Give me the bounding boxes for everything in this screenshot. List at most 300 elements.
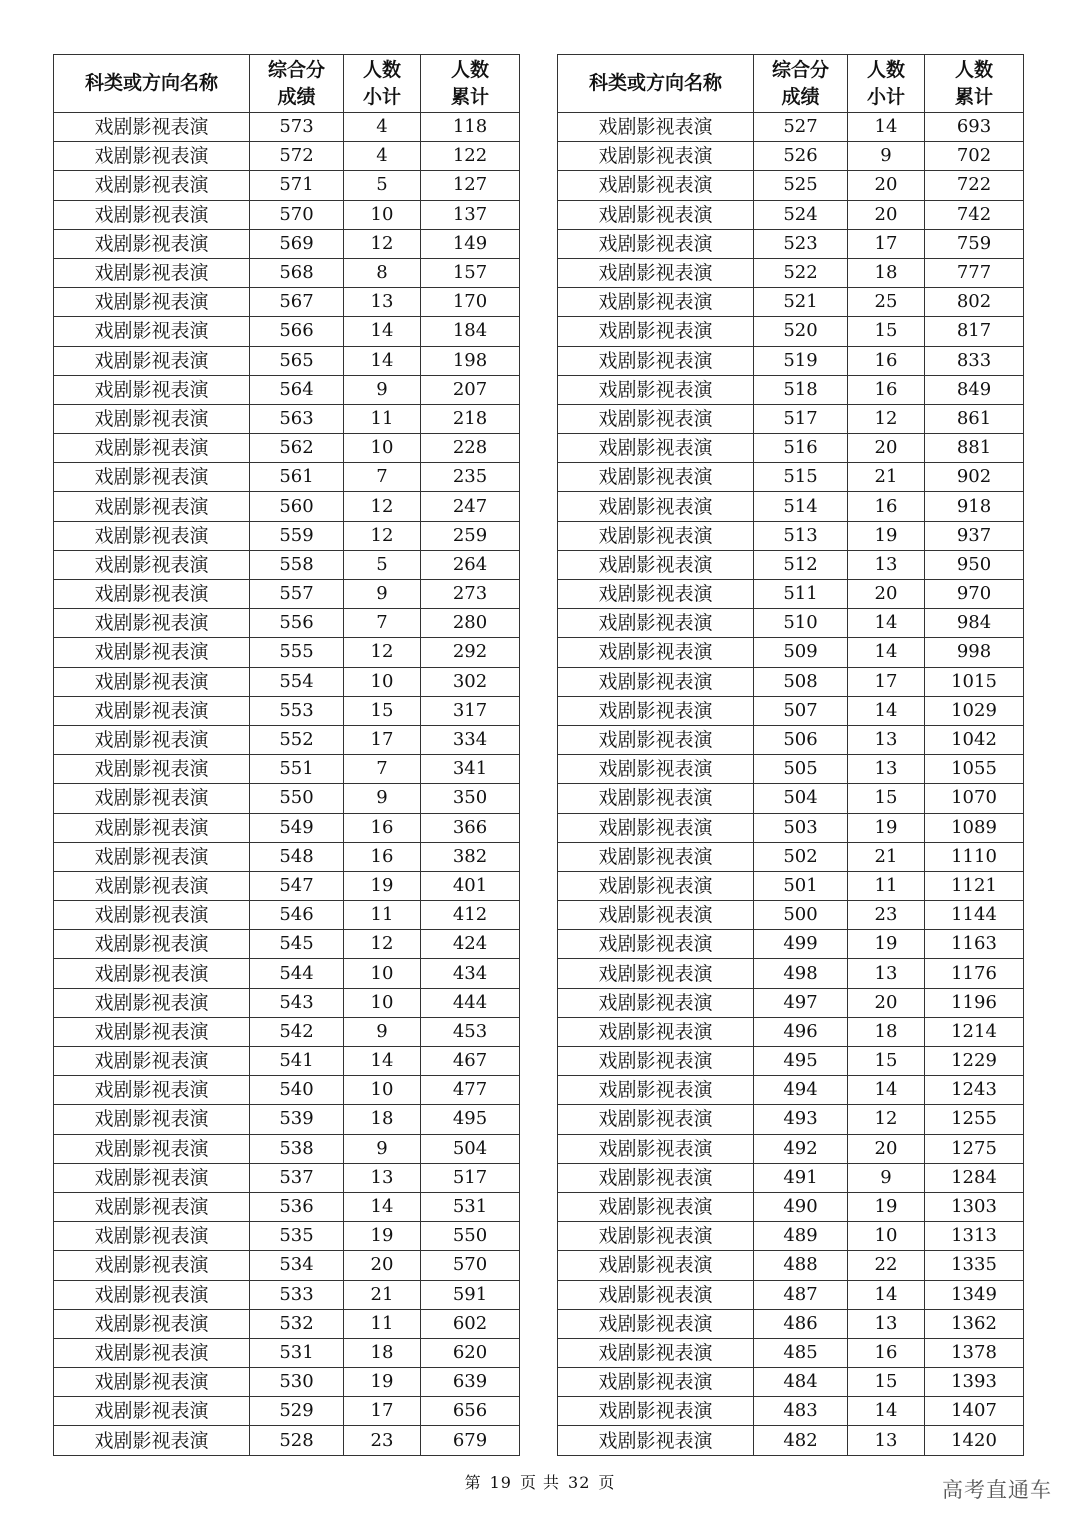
cell-count: 20 (848, 1134, 925, 1163)
table-row (54, 142, 520, 171)
cell-score: 505 (754, 755, 848, 784)
cell-score: 556 (250, 609, 344, 638)
table-row (558, 755, 1024, 784)
cell-score: 510 (754, 609, 848, 638)
cell-name: 戏剧影视表演 (558, 1105, 754, 1134)
table-row (558, 404, 1024, 433)
cell-name: 戏剧影视表演 (558, 1426, 754, 1455)
cell-count: 23 (344, 1426, 421, 1455)
table-row (558, 1251, 1024, 1280)
cell-name: 戏剧影视表演 (558, 871, 754, 900)
cell-score: 506 (754, 725, 848, 754)
cell-count: 19 (848, 813, 925, 842)
cell-name: 戏剧影视表演 (558, 492, 754, 521)
cell-score: 541 (250, 1047, 344, 1076)
cell-cumulative: 1029 (925, 696, 1024, 725)
cell-name: 戏剧影视表演 (558, 755, 754, 784)
table-row (54, 346, 520, 375)
cell-cumulative: 122 (421, 142, 520, 171)
table-row (54, 1105, 520, 1134)
table-row (54, 1192, 520, 1221)
cell-name: 戏剧影视表演 (54, 375, 250, 404)
cell-count: 20 (344, 1251, 421, 1280)
cell-score: 535 (250, 1222, 344, 1251)
cell-count: 10 (344, 959, 421, 988)
cell-name: 戏剧影视表演 (558, 1368, 754, 1397)
cell-score: 516 (754, 434, 848, 463)
cell-count: 9 (344, 784, 421, 813)
cell-count: 13 (344, 288, 421, 317)
header-count: 人数 小计 (344, 55, 421, 113)
cell-score: 515 (754, 463, 848, 492)
cell-count: 13 (848, 959, 925, 988)
cell-score: 553 (250, 696, 344, 725)
table-row (54, 1280, 520, 1309)
cell-count: 13 (848, 550, 925, 579)
cell-name: 戏剧影视表演 (54, 696, 250, 725)
cell-name: 戏剧影视表演 (54, 1047, 250, 1076)
cell-cumulative: 341 (421, 755, 520, 784)
cell-name: 戏剧影视表演 (54, 725, 250, 754)
table-row (54, 404, 520, 433)
cell-score: 483 (754, 1397, 848, 1426)
cell-score: 482 (754, 1426, 848, 1455)
cell-score: 549 (250, 813, 344, 842)
cell-cumulative: 218 (421, 404, 520, 433)
cell-count: 16 (848, 346, 925, 375)
cell-cumulative: 742 (925, 200, 1024, 229)
cell-count: 14 (848, 638, 925, 667)
cell-count: 19 (344, 1368, 421, 1397)
cell-cumulative: 950 (925, 550, 1024, 579)
cell-name: 戏剧影视表演 (54, 258, 250, 287)
table-row (54, 1076, 520, 1105)
cell-count: 10 (344, 200, 421, 229)
cell-cumulative: 157 (421, 258, 520, 287)
cell-cumulative: 137 (421, 200, 520, 229)
cell-cumulative: 970 (925, 580, 1024, 609)
cell-count: 23 (848, 901, 925, 930)
cell-score: 565 (250, 346, 344, 375)
table-row (558, 1134, 1024, 1163)
cell-name: 戏剧影视表演 (558, 1397, 754, 1426)
cell-count: 10 (344, 1076, 421, 1105)
cell-name: 戏剧影视表演 (558, 171, 754, 200)
cell-score: 492 (754, 1134, 848, 1163)
cell-name: 戏剧影视表演 (54, 1397, 250, 1426)
header-name: 科类或方向名称 (54, 55, 250, 113)
cell-cumulative: 317 (421, 696, 520, 725)
cell-score: 514 (754, 492, 848, 521)
table-row (558, 842, 1024, 871)
cell-cumulative: 247 (421, 492, 520, 521)
cell-score: 526 (754, 142, 848, 171)
page-current: 19 (489, 1473, 512, 1492)
cell-name: 戏剧影视表演 (558, 580, 754, 609)
table-row (558, 1338, 1024, 1367)
cell-cumulative: 382 (421, 842, 520, 871)
cell-name: 戏剧影视表演 (54, 901, 250, 930)
cell-score: 494 (754, 1076, 848, 1105)
cell-cumulative: 302 (421, 667, 520, 696)
cell-name: 戏剧影视表演 (558, 550, 754, 579)
cell-count: 13 (848, 1309, 925, 1338)
cell-count: 9 (848, 142, 925, 171)
cell-cumulative: 1313 (925, 1222, 1024, 1251)
cell-name: 戏剧影视表演 (558, 988, 754, 1017)
table-row (558, 288, 1024, 317)
table-row (558, 171, 1024, 200)
cell-cumulative: 334 (421, 725, 520, 754)
cell-cumulative: 127 (421, 171, 520, 200)
cell-score: 489 (754, 1222, 848, 1251)
cell-count: 18 (344, 1338, 421, 1367)
table-row (558, 550, 1024, 579)
cell-score: 486 (754, 1309, 848, 1338)
cell-name: 戏剧影视表演 (558, 1076, 754, 1105)
score-table-left (53, 54, 520, 1456)
table-row (54, 550, 520, 579)
cell-cumulative: 198 (421, 346, 520, 375)
cell-cumulative: 170 (421, 288, 520, 317)
cell-cumulative: 184 (421, 317, 520, 346)
cell-name: 戏剧影视表演 (54, 200, 250, 229)
cell-name: 戏剧影视表演 (558, 1338, 754, 1367)
cell-cumulative: 228 (421, 434, 520, 463)
cell-count: 14 (848, 113, 925, 142)
cell-name: 戏剧影视表演 (54, 871, 250, 900)
cell-name: 戏剧影视表演 (558, 404, 754, 433)
cell-name: 戏剧影视表演 (54, 550, 250, 579)
cell-count: 4 (344, 113, 421, 142)
cell-cumulative: 591 (421, 1280, 520, 1309)
cell-score: 552 (250, 725, 344, 754)
cell-cumulative: 1070 (925, 784, 1024, 813)
cell-name: 戏剧影视表演 (558, 1192, 754, 1221)
cell-cumulative: 424 (421, 930, 520, 959)
cell-score: 563 (250, 404, 344, 433)
cell-score: 561 (250, 463, 344, 492)
cell-count: 9 (344, 375, 421, 404)
cell-count: 12 (848, 404, 925, 433)
cell-count: 14 (344, 1047, 421, 1076)
cell-name: 戏剧影视表演 (558, 638, 754, 667)
cell-cumulative: 777 (925, 258, 1024, 287)
cell-count: 14 (848, 1280, 925, 1309)
cell-score: 562 (250, 434, 344, 463)
cell-cumulative: 1349 (925, 1280, 1024, 1309)
cell-name: 戏剧影视表演 (558, 1280, 754, 1309)
cell-score: 484 (754, 1368, 848, 1397)
cell-cumulative: 881 (925, 434, 1024, 463)
table-row (54, 784, 520, 813)
cell-count: 9 (848, 1163, 925, 1192)
cell-cumulative: 693 (925, 113, 1024, 142)
table-row (558, 521, 1024, 550)
table-row (54, 288, 520, 317)
cell-score: 555 (250, 638, 344, 667)
cell-score: 517 (754, 404, 848, 433)
cell-score: 545 (250, 930, 344, 959)
cell-count: 14 (848, 1397, 925, 1426)
cell-count: 10 (344, 988, 421, 1017)
cell-count: 11 (344, 1309, 421, 1338)
cell-cumulative: 434 (421, 959, 520, 988)
cell-score: 498 (754, 959, 848, 988)
cell-score: 538 (250, 1134, 344, 1163)
header-score: 综合分 成绩 (754, 55, 848, 113)
cell-name: 戏剧影视表演 (54, 813, 250, 842)
cell-count: 18 (848, 258, 925, 287)
cell-score: 531 (250, 1338, 344, 1367)
cell-name: 戏剧影视表演 (558, 375, 754, 404)
cell-cumulative: 1393 (925, 1368, 1024, 1397)
cell-score: 496 (754, 1017, 848, 1046)
cell-count: 20 (848, 988, 925, 1017)
cell-name: 戏剧影视表演 (558, 696, 754, 725)
cell-count: 12 (344, 229, 421, 258)
cell-score: 536 (250, 1192, 344, 1221)
cell-count: 20 (848, 171, 925, 200)
cell-count: 25 (848, 288, 925, 317)
cell-name: 戏剧影视表演 (558, 1163, 754, 1192)
table-row (558, 901, 1024, 930)
cell-name: 戏剧影视表演 (558, 959, 754, 988)
cell-name: 戏剧影视表演 (558, 930, 754, 959)
cell-count: 21 (848, 842, 925, 871)
table-row (54, 1309, 520, 1338)
cell-score: 533 (250, 1280, 344, 1309)
cell-score: 485 (754, 1338, 848, 1367)
cell-name: 戏剧影视表演 (54, 1309, 250, 1338)
cell-cumulative: 149 (421, 229, 520, 258)
cell-count: 16 (344, 842, 421, 871)
cell-score: 504 (754, 784, 848, 813)
table-row (54, 1134, 520, 1163)
cell-cumulative: 1196 (925, 988, 1024, 1017)
table-row (54, 113, 520, 142)
cell-count: 18 (344, 1105, 421, 1134)
cell-count: 11 (344, 901, 421, 930)
cell-score: 537 (250, 1163, 344, 1192)
cell-cumulative: 517 (421, 1163, 520, 1192)
cell-count: 5 (344, 171, 421, 200)
cell-cumulative: 1378 (925, 1338, 1024, 1367)
table-row (54, 1222, 520, 1251)
cell-count: 15 (848, 1368, 925, 1397)
table-row (54, 375, 520, 404)
header-score: 综合分 成绩 (250, 55, 344, 113)
table-row (54, 930, 520, 959)
cell-name: 戏剧影视表演 (558, 725, 754, 754)
cell-name: 戏剧影视表演 (558, 1017, 754, 1046)
cell-cumulative: 1110 (925, 842, 1024, 871)
cell-count: 20 (848, 434, 925, 463)
cell-cumulative: 656 (421, 1397, 520, 1426)
page-label-mid: 页 共 (519, 1473, 561, 1492)
cell-score: 528 (250, 1426, 344, 1455)
table-row (54, 1047, 520, 1076)
table-row (54, 755, 520, 784)
cell-score: 564 (250, 375, 344, 404)
cell-name: 戏剧影视表演 (558, 346, 754, 375)
score-table-right (557, 54, 1024, 1456)
cell-score: 551 (250, 755, 344, 784)
cell-score: 546 (250, 901, 344, 930)
cell-count: 12 (344, 638, 421, 667)
cell-score: 491 (754, 1163, 848, 1192)
cell-count: 15 (848, 1047, 925, 1076)
cell-cumulative: 292 (421, 638, 520, 667)
table-row (54, 1163, 520, 1192)
cell-cumulative: 1176 (925, 959, 1024, 988)
cell-name: 戏剧影视表演 (54, 113, 250, 142)
cell-name: 戏剧影视表演 (558, 317, 754, 346)
cell-score: 525 (754, 171, 848, 200)
table-row (558, 784, 1024, 813)
table-row (558, 930, 1024, 959)
cell-cumulative: 639 (421, 1368, 520, 1397)
cell-score: 534 (250, 1251, 344, 1280)
cell-score: 539 (250, 1105, 344, 1134)
cell-count: 7 (344, 609, 421, 638)
table-row (558, 1163, 1024, 1192)
cell-count: 13 (344, 1163, 421, 1192)
table-body-right (558, 113, 1024, 1456)
table-row (54, 725, 520, 754)
cell-score: 543 (250, 988, 344, 1017)
table-row (558, 959, 1024, 988)
cell-count: 14 (848, 1076, 925, 1105)
cell-count: 12 (344, 930, 421, 959)
table-row (558, 1105, 1024, 1134)
cell-score: 572 (250, 142, 344, 171)
cell-name: 戏剧影视表演 (558, 1047, 754, 1076)
cell-count: 20 (848, 200, 925, 229)
cell-name: 戏剧影视表演 (558, 1309, 754, 1338)
cell-name: 戏剧影视表演 (54, 1192, 250, 1221)
cell-name: 戏剧影视表演 (54, 317, 250, 346)
cell-cumulative: 264 (421, 550, 520, 579)
table-row (558, 258, 1024, 287)
table-row (54, 988, 520, 1017)
cell-name: 戏剧影视表演 (54, 755, 250, 784)
cell-name: 戏剧影视表演 (54, 142, 250, 171)
table-row (558, 1222, 1024, 1251)
table-row (558, 229, 1024, 258)
cell-count: 11 (344, 404, 421, 433)
table-row (54, 521, 520, 550)
table-row (54, 638, 520, 667)
cell-name: 戏剧影视表演 (558, 813, 754, 842)
table-row (558, 346, 1024, 375)
cell-name: 戏剧影视表演 (54, 434, 250, 463)
cell-count: 10 (344, 434, 421, 463)
cell-count: 12 (344, 492, 421, 521)
cell-count: 9 (344, 1017, 421, 1046)
cell-cumulative: 1163 (925, 930, 1024, 959)
table-row (558, 638, 1024, 667)
cell-count: 10 (344, 667, 421, 696)
table-row (558, 1047, 1024, 1076)
table-row (54, 492, 520, 521)
cell-score: 559 (250, 521, 344, 550)
cell-score: 567 (250, 288, 344, 317)
table-row (54, 609, 520, 638)
cell-cumulative: 817 (925, 317, 1024, 346)
cell-score: 487 (754, 1280, 848, 1309)
cell-score: 527 (754, 113, 848, 142)
cell-name: 戏剧影视表演 (558, 609, 754, 638)
cell-name: 戏剧影视表演 (558, 521, 754, 550)
cell-score: 499 (754, 930, 848, 959)
cell-cumulative: 453 (421, 1017, 520, 1046)
cell-name: 戏剧影视表演 (558, 784, 754, 813)
cell-cumulative: 531 (421, 1192, 520, 1221)
table-row (54, 463, 520, 492)
table-row (54, 200, 520, 229)
cell-name: 戏剧影视表演 (558, 1134, 754, 1163)
cell-score: 573 (250, 113, 344, 142)
cell-name: 戏剧影视表演 (54, 1338, 250, 1367)
cell-cumulative: 1243 (925, 1076, 1024, 1105)
cell-score: 554 (250, 667, 344, 696)
table-row (54, 1426, 520, 1455)
cell-count: 21 (344, 1280, 421, 1309)
table-row (558, 1309, 1024, 1338)
cell-cumulative: 570 (421, 1251, 520, 1280)
cell-score: 569 (250, 229, 344, 258)
cell-score: 570 (250, 200, 344, 229)
table-row (54, 871, 520, 900)
cell-cumulative: 998 (925, 638, 1024, 667)
cell-cumulative: 1042 (925, 725, 1024, 754)
cell-count: 19 (848, 1192, 925, 1221)
cell-cumulative: 273 (421, 580, 520, 609)
cell-name: 戏剧影视表演 (54, 492, 250, 521)
cell-name: 戏剧影视表演 (54, 463, 250, 492)
cell-score: 507 (754, 696, 848, 725)
cell-score: 530 (250, 1368, 344, 1397)
cell-name: 戏剧影视表演 (558, 229, 754, 258)
table-row (558, 463, 1024, 492)
cell-count: 5 (344, 550, 421, 579)
cell-count: 19 (848, 521, 925, 550)
cell-cumulative: 1055 (925, 755, 1024, 784)
table-row (558, 1426, 1024, 1455)
cell-cumulative: 1362 (925, 1309, 1024, 1338)
cell-count: 7 (344, 755, 421, 784)
cell-cumulative: 259 (421, 521, 520, 550)
cell-name: 戏剧影视表演 (54, 638, 250, 667)
cell-cumulative: 1303 (925, 1192, 1024, 1221)
cell-cumulative: 401 (421, 871, 520, 900)
table-row (558, 667, 1024, 696)
cell-score: 524 (754, 200, 848, 229)
cell-count: 11 (848, 871, 925, 900)
cell-cumulative: 602 (421, 1309, 520, 1338)
cell-name: 戏剧影视表演 (54, 1105, 250, 1134)
cell-name: 戏剧影视表演 (558, 113, 754, 142)
header-count: 人数 小计 (848, 55, 925, 113)
cell-name: 戏剧影视表演 (558, 1222, 754, 1251)
cell-score: 519 (754, 346, 848, 375)
table-row (558, 696, 1024, 725)
cell-score: 501 (754, 871, 848, 900)
cell-name: 戏剧影视表演 (54, 1368, 250, 1397)
table-row (54, 229, 520, 258)
cell-count: 14 (848, 609, 925, 638)
